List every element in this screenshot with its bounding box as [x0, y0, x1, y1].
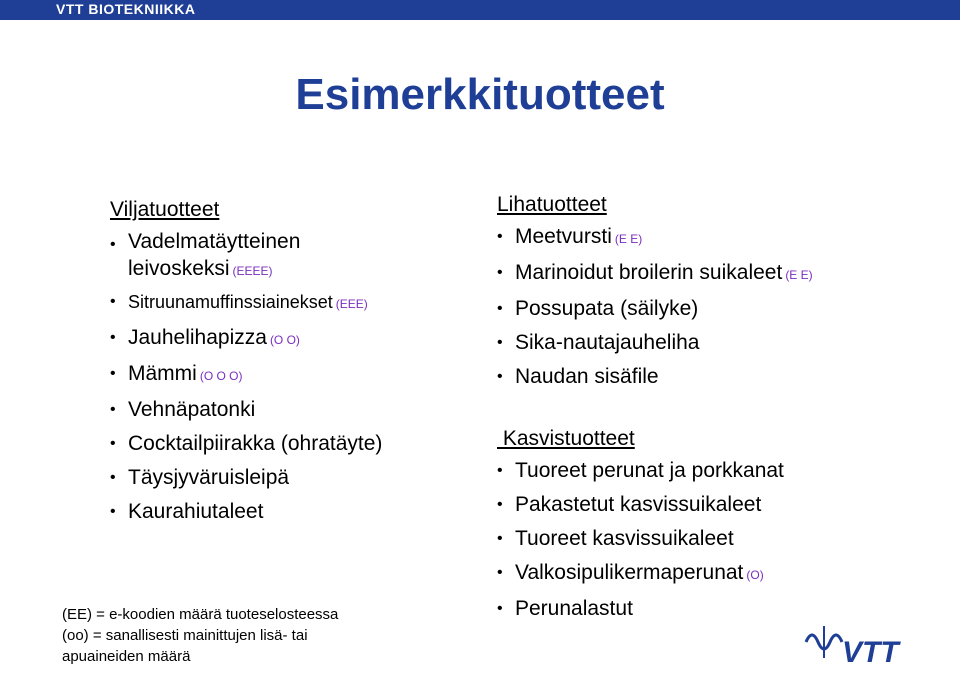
- item-text: Possupata (säilyke): [515, 297, 699, 320]
- item-text: Marinoidut broilerin suikaleet: [515, 261, 783, 284]
- list-item: [110, 285, 470, 321]
- item-text: Tuoreet kasvissuikaleet: [515, 527, 734, 550]
- list-item: [497, 522, 937, 556]
- vtt-logo: [804, 618, 924, 670]
- note-line: apuaineiden määrä: [62, 648, 191, 665]
- meat-vegetable-column: [497, 190, 937, 626]
- meat-heading: Lihatuotteet: [497, 193, 607, 216]
- item-text: Täysjyväruisleipä: [128, 466, 290, 489]
- o-code-badge: (O O O): [199, 369, 243, 383]
- item-text: • Vadelmatäytteinen: [128, 230, 301, 253]
- o-code-badge: (O O): [269, 333, 300, 347]
- list-item: [110, 321, 470, 357]
- item-text: Sika-nautajauheliha: [515, 331, 700, 354]
- list-item: [110, 495, 470, 529]
- legend-note: [62, 604, 442, 667]
- list-item: [110, 228, 470, 285]
- header-bar: [0, 0, 960, 20]
- list-item: [110, 461, 470, 495]
- page-title: Esimerkkituotteet: [295, 70, 665, 119]
- item-text: Jauhelihapizza: [128, 326, 267, 349]
- note-line: (EE) = e-koodien määrä tuoteselosteessa: [62, 606, 339, 623]
- item-text: Mämmi: [128, 362, 197, 385]
- item-text: Cocktailpiirakka (ohratäyte): [128, 432, 383, 455]
- item-text: Perunalastut: [515, 597, 633, 620]
- item-text: Kaurahiutaleet: [128, 500, 264, 523]
- vegetable-list: [497, 454, 937, 626]
- e-code-badge: (EEEE): [232, 264, 273, 278]
- grain-products-column: [110, 198, 470, 529]
- list-item: [497, 556, 937, 592]
- item-text: Vehnäpatonki: [128, 398, 256, 421]
- vegetable-heading: Kasvistuotteet: [497, 427, 635, 450]
- note-line: (oo) = sanallisesti mainittujen lisä- tai: [62, 627, 308, 644]
- e-code-badge: (E E): [614, 232, 643, 246]
- meat-list: [497, 220, 937, 394]
- list-item: [110, 427, 470, 461]
- list-item: [497, 292, 937, 326]
- list-item: [110, 393, 470, 427]
- item-text: Valkosipulikermaperunat: [515, 561, 744, 584]
- list-item: [497, 256, 937, 292]
- o-code-badge: (O): [746, 568, 764, 582]
- item-text: leivoskeksi: [128, 257, 230, 280]
- item-text: Sitruunamuffinssiainekset: [128, 292, 333, 312]
- brand-label: VTT BIOTEKNIIKKA: [56, 1, 196, 17]
- item-text: Meetvursti: [515, 225, 612, 248]
- item-text: Naudan sisäfile: [515, 365, 659, 388]
- e-code-badge: (E E): [785, 268, 813, 282]
- list-item: [110, 357, 470, 393]
- logo-text: VTT: [842, 636, 899, 669]
- item-text: Pakastetut kasvissuikaleet: [515, 493, 762, 516]
- list-item: [497, 360, 937, 394]
- item-text: Tuoreet perunat ja porkkanat: [515, 459, 784, 482]
- list-item: [497, 488, 937, 522]
- list-item: [497, 326, 937, 360]
- grain-list: [110, 228, 470, 529]
- list-item: [497, 454, 937, 488]
- grain-heading: Viljatuotteet: [110, 198, 220, 221]
- list-item: [497, 220, 937, 256]
- e-code-badge: (EEE): [335, 297, 368, 311]
